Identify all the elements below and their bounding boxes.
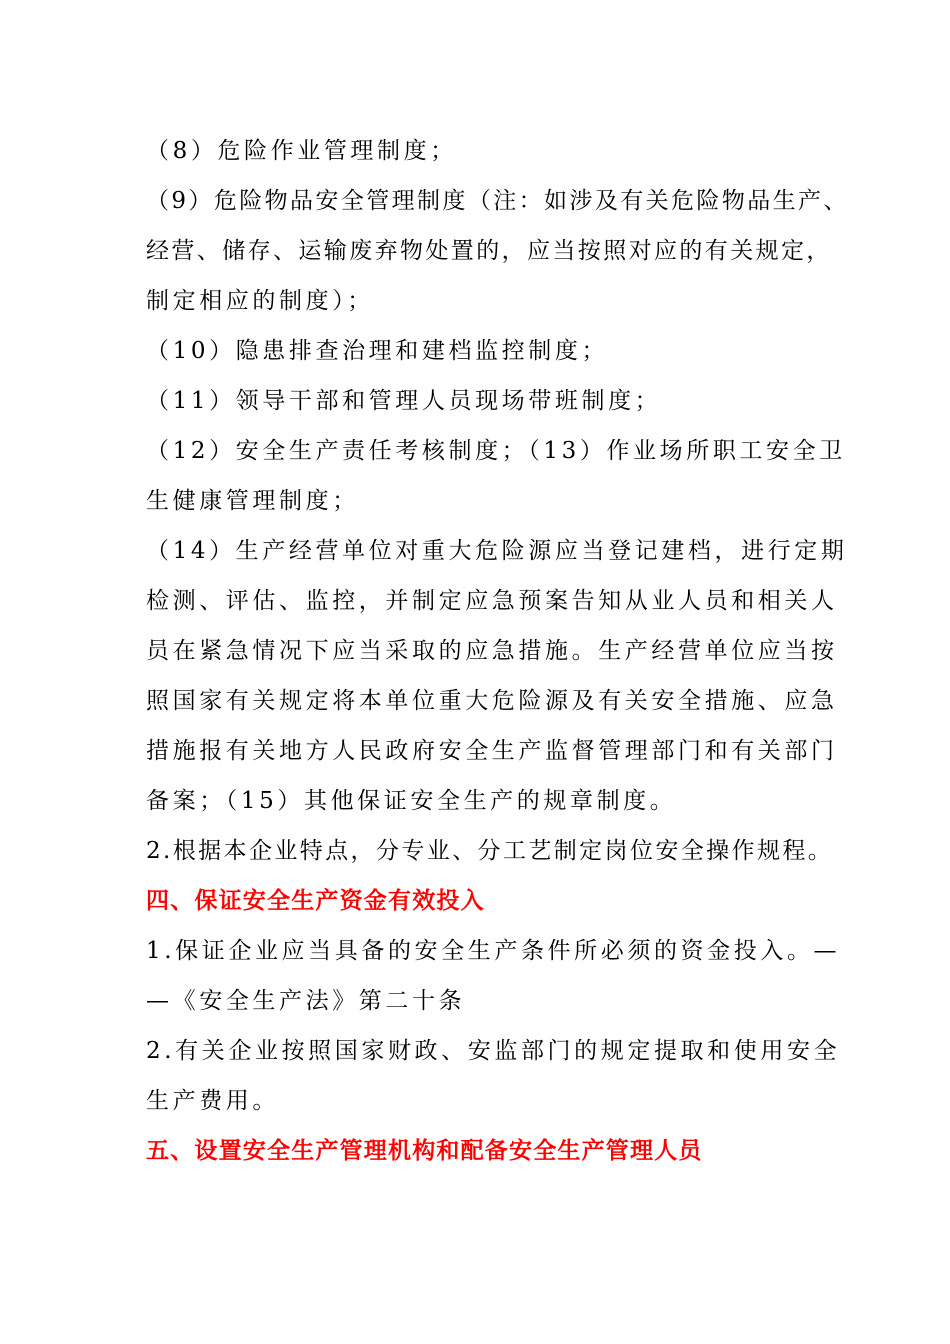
item-14-line-2: 检测、评估、监控，并制定应急预案告知从业人员和相关人: [146, 588, 838, 614]
item-14-line-1: （14）生产经营单位对重大危险源应当登记建档，进行定期: [146, 538, 848, 564]
funding-item-2-line-1: 2.有关企业按照国家财政、安监部门的规定提取和使用安全: [146, 1038, 841, 1064]
funding-item-2-line-2: 生产费用。: [146, 1088, 279, 1114]
item-8-line: （8）危险作业管理制度；: [146, 138, 457, 164]
item-9-line-3: 制定相应的制度）；: [146, 288, 374, 314]
item-12-13-line-2: 生健康管理制度；: [146, 488, 359, 514]
item-14-line-4: 照国家有关规定将本单位重大危险源及有关安全措施、应急: [146, 688, 838, 714]
item-9-line-2: 经营、储存、运输废弃物处置的，应当按照对应的有关规定，: [146, 238, 832, 264]
funding-item-1-line-2: —《安全生产法》第二十条: [146, 988, 466, 1014]
operating-rules-paragraph: 2.根据本企业特点，分专业、分工艺制定岗位安全操作规程。: [146, 838, 834, 864]
item-9-line-1: （9）危险物品安全管理制度（注：如涉及有关危险物品生产、: [146, 188, 849, 214]
item-14-15-line-6: 备案；（15）其他保证安全生产的规章制度。: [146, 788, 677, 814]
section-five-heading: 五、设置安全生产管理机构和配备安全生产管理人员: [146, 1138, 703, 1164]
item-14-line-5: 措施报有关地方人民政府安全生产监督管理部门和有关部门: [146, 738, 838, 764]
item-14-line-3: 员在紧急情况下应当采取的应急措施。生产经营单位应当按: [146, 638, 838, 664]
item-11-line: （11）领导干部和管理人员现场带班制度；: [146, 388, 662, 414]
section-four-heading: 四、保证安全生产资金有效投入: [146, 888, 485, 914]
item-10-line: （10）隐患排查治理和建档监控制度；: [146, 338, 609, 364]
item-12-13-line-1: （12）安全生产责任考核制度；（13）作业场所职工安全卫: [146, 438, 846, 464]
funding-item-1-line-1: 1.保证企业应当具备的安全生产条件所必须的资金投入。—: [146, 938, 841, 964]
